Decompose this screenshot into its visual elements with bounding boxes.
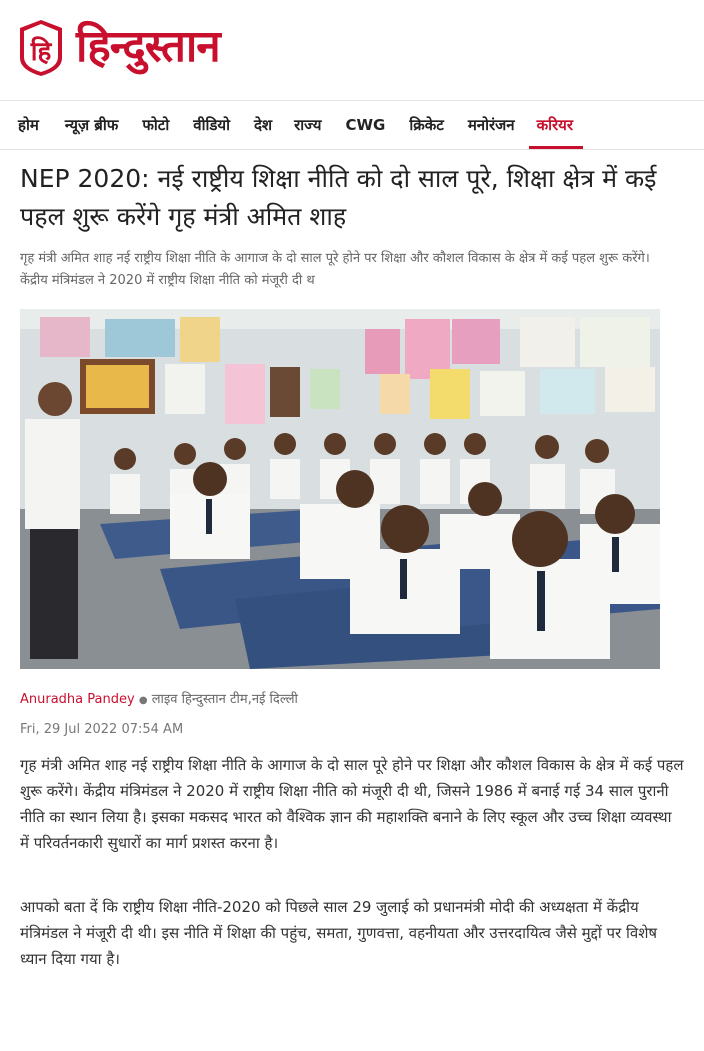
classroom-photo [20, 309, 660, 669]
hindustan-logo-icon[interactable] [18, 18, 64, 78]
nav-item-news-brief[interactable]: न्यूज़ ब्रीफ [64, 116, 119, 134]
nav-overflow-fade [680, 101, 704, 149]
main-navigation [0, 100, 704, 150]
nav-item-career[interactable]: करियर [537, 101, 573, 149]
byline-separator: ● [138, 695, 148, 706]
article-paragraph: आपको बता दें कि राष्ट्रीय शिक्षा नीति-2020 को पिछले साल 29 जुलाई को प्रधानमंत्री मोदी की अध्यक्षता में केंद्रीय मंत्रिमंडल ने मंजूरी दी थी। इस नीति में शिक्षा की पहुंच, समता, गुणवत्ता, वहनीयता और उत्तरदायित्व जैसे मुद्दों पर विशेष ध्यान दिया गया है। [20, 898, 658, 968]
nav-item-cwg[interactable]: CWG [345, 116, 386, 134]
nav-item-video[interactable]: वीडियो [193, 116, 230, 134]
site-header [0, 0, 704, 100]
article-summary: गृह मंत्री अमित शाह नई राष्ट्रीय शिक्षा नीति के आगाज के दो साल पूरे होने पर शिक्षा और कौशल विकास के क्षेत्र में कई पहल शुरू करेंगे। केंद्रीय मंत्रिमंडल ने 2020 में राष्ट्रीय शिक्षा नीति को मंजूरी दी थ [20, 251, 650, 288]
nav-item-desh[interactable]: देश [253, 116, 273, 134]
nav-item-rajya[interactable]: राज्य [294, 116, 322, 134]
nav-item-photo[interactable]: फोटो [142, 116, 170, 134]
nav-item-entertainment[interactable]: मनोरंजन [467, 116, 515, 134]
article-headline: NEP 2020: नई राष्ट्रीय शिक्षा नीति को दो साल पूरे, शिक्षा क्षेत्र में कई पहल शुरू करेंगे गृह मंत्री अमित शाह [20, 164, 657, 231]
article-paragraph: गृह मंत्री अमित शाह नई राष्ट्रीय शिक्षा नीति के आगाज के दो साल पूरे होने पर शिक्षा और कौशल विकास के क्षेत्र में कई पहल शुरू करेंगे। केंद्रीय मंत्रिमंडल ने 2020 में राष्ट्रीय शिक्षा नीति को मंजूरी दी थी, जिसने 1986 में बनाई गई 34 साल पुरानी नीति का स्थान लिया है। इसका मकसद भारत को वैश्विक ज्ञान की महाशक्ति बनाने के लिए स्कूल और उच्च शिक्षा व्यवस्था में परिवर्तनकारी सुधारों का मार्ग प्रशस्त करना है। [20, 756, 684, 852]
nav-item-cricket[interactable]: क्रिकेट [409, 116, 444, 134]
publish-date: Fri, 29 Jul 2022 07:54 AM [20, 722, 184, 737]
article-source: लाइव हिन्दुस्तान टीम,नई दिल्ली [151, 692, 298, 707]
classroom-photo-icon [20, 309, 660, 669]
article-byline [20, 690, 298, 711]
site-logo-text[interactable]: हिन्दुस्तान [76, 21, 220, 72]
logo-mark-text: हि [30, 37, 52, 67]
nav-item-home[interactable]: होम [18, 116, 39, 134]
author-link[interactable]: Anuradha Pandey [20, 692, 135, 707]
